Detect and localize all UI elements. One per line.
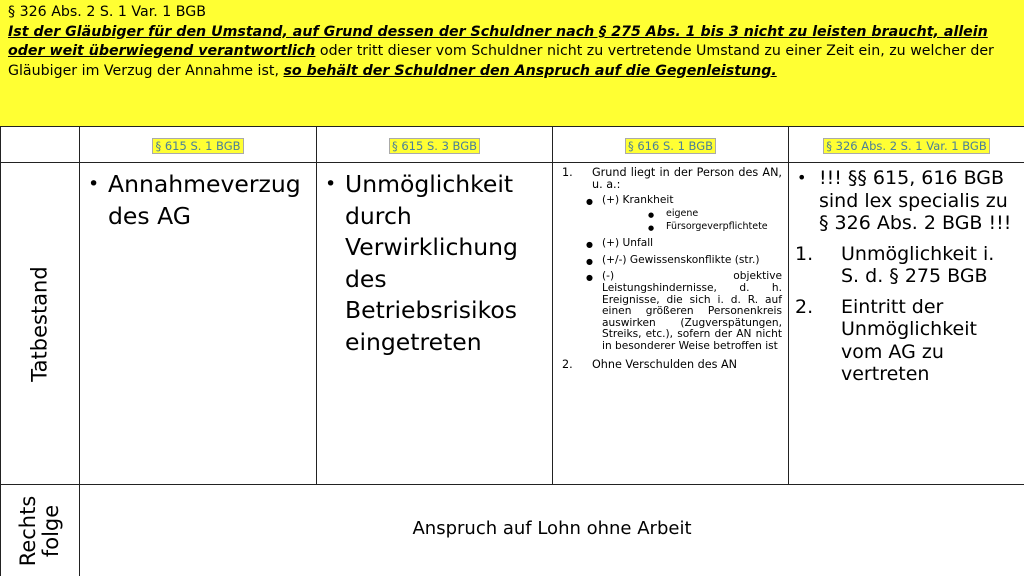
sub-sub-list	[648, 208, 782, 234]
bullet-icon: ●	[648, 211, 655, 220]
list-item	[648, 208, 782, 221]
item-number: 1.	[795, 242, 814, 265]
header-cell-4	[789, 127, 1024, 163]
tatbestand-label: Tatbestand	[27, 265, 52, 382]
list-item	[795, 167, 1018, 235]
cell-616-s1	[553, 163, 789, 485]
cell-615-s3	[317, 163, 553, 485]
bullet-icon: •	[797, 168, 807, 187]
cell-326	[789, 163, 1024, 485]
bullet-icon: ●	[586, 196, 593, 206]
item-number: 1.	[562, 166, 573, 179]
list-item	[795, 243, 1018, 288]
list-item	[323, 169, 546, 358]
bullet-icon: •	[88, 173, 100, 195]
item-text: Unmöglichkeit i. S. d. § 275 BGB	[841, 242, 995, 287]
item-text: eigene	[666, 208, 699, 220]
lex-specialis-note: !!! §§ 615, 616 BGB sind lex specialis zu § 326 Abs. 2 BGB !!!	[819, 167, 1012, 234]
cell-615-s1	[80, 163, 317, 485]
bullet-icon: •	[325, 173, 337, 195]
rechtsfolge-label-cell	[1, 485, 80, 576]
item-number: 2.	[562, 357, 573, 371]
item-text: Eintritt der Unmöglichkeit vom AG zu vertreten	[841, 295, 977, 385]
list-item	[558, 359, 782, 371]
item-text: (+) Unfall	[602, 237, 654, 250]
rule-part-3: so behält der Schuldner den Anspruch auf die Gegenleistung.	[283, 62, 777, 79]
item-text: Fürsorgeverpflichtete	[666, 221, 768, 233]
list-item	[648, 221, 782, 234]
header-label: § 326 Abs. 2 S. 1 Var. 1 BGB	[823, 138, 990, 154]
header-label: § 615 S. 3 BGB	[389, 138, 480, 154]
item-text: (+) Krankheit	[602, 193, 674, 206]
rechtsfolge-row	[1, 485, 1024, 576]
list-item	[558, 167, 782, 192]
betriebsrisiko-text: Unmöglichkeit durch Verwirklichung des Betriebsrisikos eingetreten	[345, 170, 518, 356]
rule-banner	[0, 0, 1024, 126]
list-item	[795, 296, 1018, 386]
bullet-icon: ●	[586, 256, 593, 266]
tatbestand-label-cell	[1, 163, 80, 485]
item-text: Ohne Verschulden des AN	[592, 357, 737, 371]
list-item	[586, 238, 782, 251]
annahmeverzug-text: Annahmeverzug des AG	[108, 170, 301, 230]
rule-part-2: oder tritt dieser vom Schuldner nicht zu vertretende Umstand zu einer Zeit ein, zu welcher der Gläubiger im Verzug der Annahme ist,	[8, 43, 994, 79]
list-item	[86, 169, 310, 232]
header-label: § 615 S. 1 BGB	[152, 138, 243, 154]
header-label: § 616 S. 1 BGB	[625, 138, 716, 154]
item-text: (-) objektive Leistungshindernisse, d. h. Ereignisse, die sich i. d. R. auf einen größeren Personenkreis auswirken (Zugverspätungen, Streiks, etc.), sofern der AN nicht in besonderer Weise betroffen ist	[602, 270, 782, 352]
bullet-icon: ●	[586, 240, 593, 250]
rule-part-1: Ist der Gläubiger für den Umstand, auf Grund dessen der Schuldner nach § 275 Abs. 1 bis 3 nicht zu leisten braucht, allein oder weit überwiegend verantwortlich	[8, 23, 988, 59]
banner-rule-text	[8, 23, 1018, 82]
tatbestand-row	[1, 163, 1024, 485]
list-item	[586, 255, 782, 268]
item-text: Grund liegt in der Person des AN, u. a.:	[592, 166, 782, 192]
item-number: 2.	[795, 295, 814, 318]
header-row	[1, 127, 1024, 163]
bullet-icon: ●	[648, 224, 655, 233]
list-item	[586, 195, 782, 235]
bullet-icon: ●	[586, 273, 593, 283]
item-text: (+/-) Gewissenskonflikte (str.)	[602, 253, 760, 266]
rechtsfolge-text: Anspruch auf Lohn ohne Arbeit	[80, 485, 1024, 576]
comparison-table	[0, 126, 1024, 576]
header-cell-2	[317, 127, 553, 163]
sub-list	[586, 195, 782, 353]
list-item	[586, 271, 782, 352]
rechtsfolge-label: Rechts folge	[16, 495, 63, 566]
header-cell-3	[553, 127, 789, 163]
header-cell-1	[80, 127, 317, 163]
banner-reference: § 326 Abs. 2 S. 1 Var. 1 BGB	[8, 4, 207, 20]
header-empty-cell	[1, 127, 80, 163]
